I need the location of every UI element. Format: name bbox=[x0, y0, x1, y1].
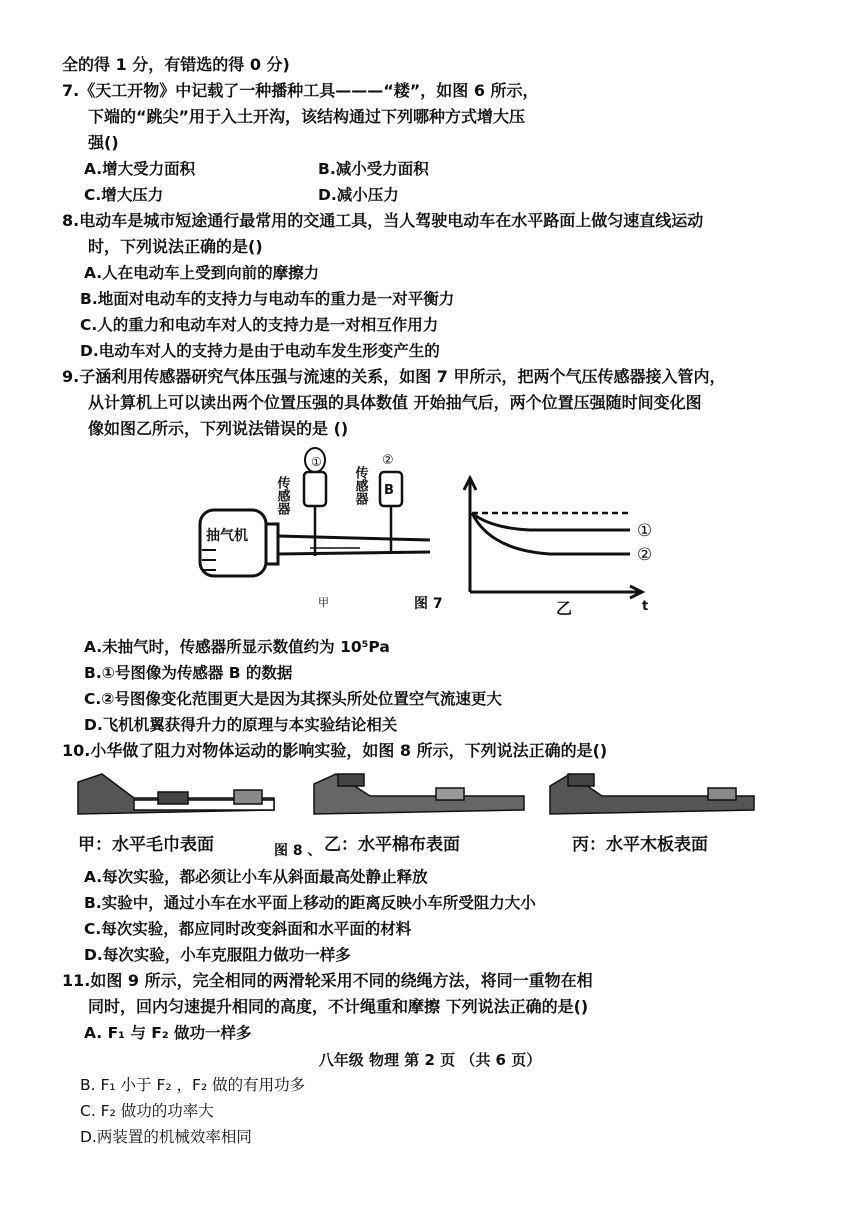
q9-option-d: D.飞机机翼获得升力的原理与本实验结论相关 bbox=[84, 716, 398, 734]
intro-line: 全的得 1 分，有错选的得 0 分) bbox=[62, 55, 290, 74]
sensor-a-mark: ① bbox=[311, 455, 322, 469]
q7-option-b: B.减小受力面积 bbox=[318, 160, 429, 178]
sensor-b-label: 传感器 bbox=[352, 466, 368, 505]
fig7-jia-label: 甲 bbox=[318, 596, 329, 609]
q11-line-2: 同时，回内匀速提升相同的高度，不计绳重和摩擦 下列说法正确的是() bbox=[88, 997, 589, 1016]
sensor-b-top-mark: ② bbox=[382, 453, 394, 468]
q11-option-d: D.两装置的机械效率相同 bbox=[80, 1128, 252, 1146]
graph-t-label: t bbox=[642, 599, 649, 614]
fig8-caption: 图 8 、 bbox=[274, 843, 322, 859]
q7-option-d: D.减小压力 bbox=[318, 186, 399, 204]
q10-line-1: 10.小华做了阻力对物体运动的影响实验，如图 8 所示，下列说法正确的是() bbox=[62, 741, 608, 760]
q7-option-a: A.增大受力面积 bbox=[84, 160, 196, 178]
sensor-a-label: 传感器 bbox=[274, 476, 290, 515]
fig8-yi-label: 乙：水平棉布表面 bbox=[324, 835, 460, 855]
fig8-bing-label: 丙：水平木板表面 bbox=[572, 835, 708, 855]
q11-option-c: C. F₂ 做功的功率大 bbox=[80, 1102, 214, 1120]
pump-label: 抽气机 bbox=[206, 528, 248, 544]
q11-option-a: A. F₁ 与 F₂ 做功一样多 bbox=[84, 1024, 252, 1042]
q7-option-c: C.增大压力 bbox=[84, 186, 164, 204]
q9-option-a: A.未抽气时，传感器所显示数值约为 10⁵Pa bbox=[84, 638, 390, 656]
figure-8 bbox=[74, 768, 764, 824]
q8-option-d: D.电动车对人的支持力是由于电动车发生形变产生的 bbox=[80, 342, 440, 360]
q9-line-2: 从计算机上可以读出两个位置压强的具体数值 开始抽气后，两个位置压强随时间变化图 bbox=[88, 393, 702, 412]
q9-option-c: C.②号图像变化范围更大是因为其探头所处位置空气流速更大 bbox=[84, 690, 502, 708]
q11-option-b: B. F₁ 小于 F₂ ，F₂ 做的有用功多 bbox=[80, 1076, 306, 1094]
figure-7 bbox=[190, 442, 660, 617]
q9-line-1: 9.子涵利用传感器研究气体压强与流速的关系，如图 7 甲所示，把两个气压传感器接入管内， bbox=[62, 367, 726, 386]
q10-option-c: C.每次实验，都应同时改变斜面和水平面的材料 bbox=[84, 920, 412, 938]
curve-1-label: ① bbox=[637, 521, 653, 541]
q8-option-a: A.人在电动车上受到向前的摩擦力 bbox=[84, 264, 320, 282]
q7-line-1: 7.《天工开物》中记载了一种播种工具———“耧”，如图 6 所示， bbox=[62, 81, 539, 100]
q8-option-b: B.地面对电动车的支持力与电动车的重力是一对平衡力 bbox=[80, 290, 455, 308]
q9-line-3: 像如图乙所示，下列说法错误的是 () bbox=[88, 419, 349, 438]
q7-line-2: 下端的“跳尖”用于入土开沟，该结构通过下列哪种方式增大压 bbox=[88, 107, 526, 126]
fig8-jia-label: 甲：水平毛巾表面 bbox=[78, 835, 214, 855]
q10-option-a: A.每次实验，都必须让小车从斜面最高处静止释放 bbox=[84, 868, 428, 886]
q9-option-b: B.①号图像为传感器 B 的数据 bbox=[84, 664, 293, 682]
q8-option-c: C.人的重力和电动车对人的支持力是一对相互作用力 bbox=[80, 316, 439, 334]
q8-line-1: 8.电动车是城市短途通行最常用的交通工具，当人驾驶电动车在水平路面上做匀速直线运动 bbox=[62, 211, 704, 230]
q10-option-d: D.每次实验，小车克服阻力做功一样多 bbox=[84, 946, 351, 964]
graph-x-label: 乙 bbox=[556, 599, 573, 617]
q7-line-3: 强() bbox=[88, 133, 119, 152]
fig7-caption: 图 7 bbox=[414, 596, 443, 612]
sensor-b-mark: B bbox=[384, 483, 394, 498]
curve-2-label: ② bbox=[637, 545, 653, 565]
q11-line-1: 11.如图 9 所示，完全相同的两滑轮采用不同的绕绳方法，将同一重物在相 bbox=[62, 971, 593, 990]
q10-option-b: B.实验中，通过小车在水平面上移动的距离反映小车所受阻力大小 bbox=[84, 894, 536, 912]
q8-line-2: 时，下列说法正确的是() bbox=[88, 237, 263, 256]
page-footer: 八年级 物理 第 2 页 （共 6 页） bbox=[318, 1051, 542, 1069]
